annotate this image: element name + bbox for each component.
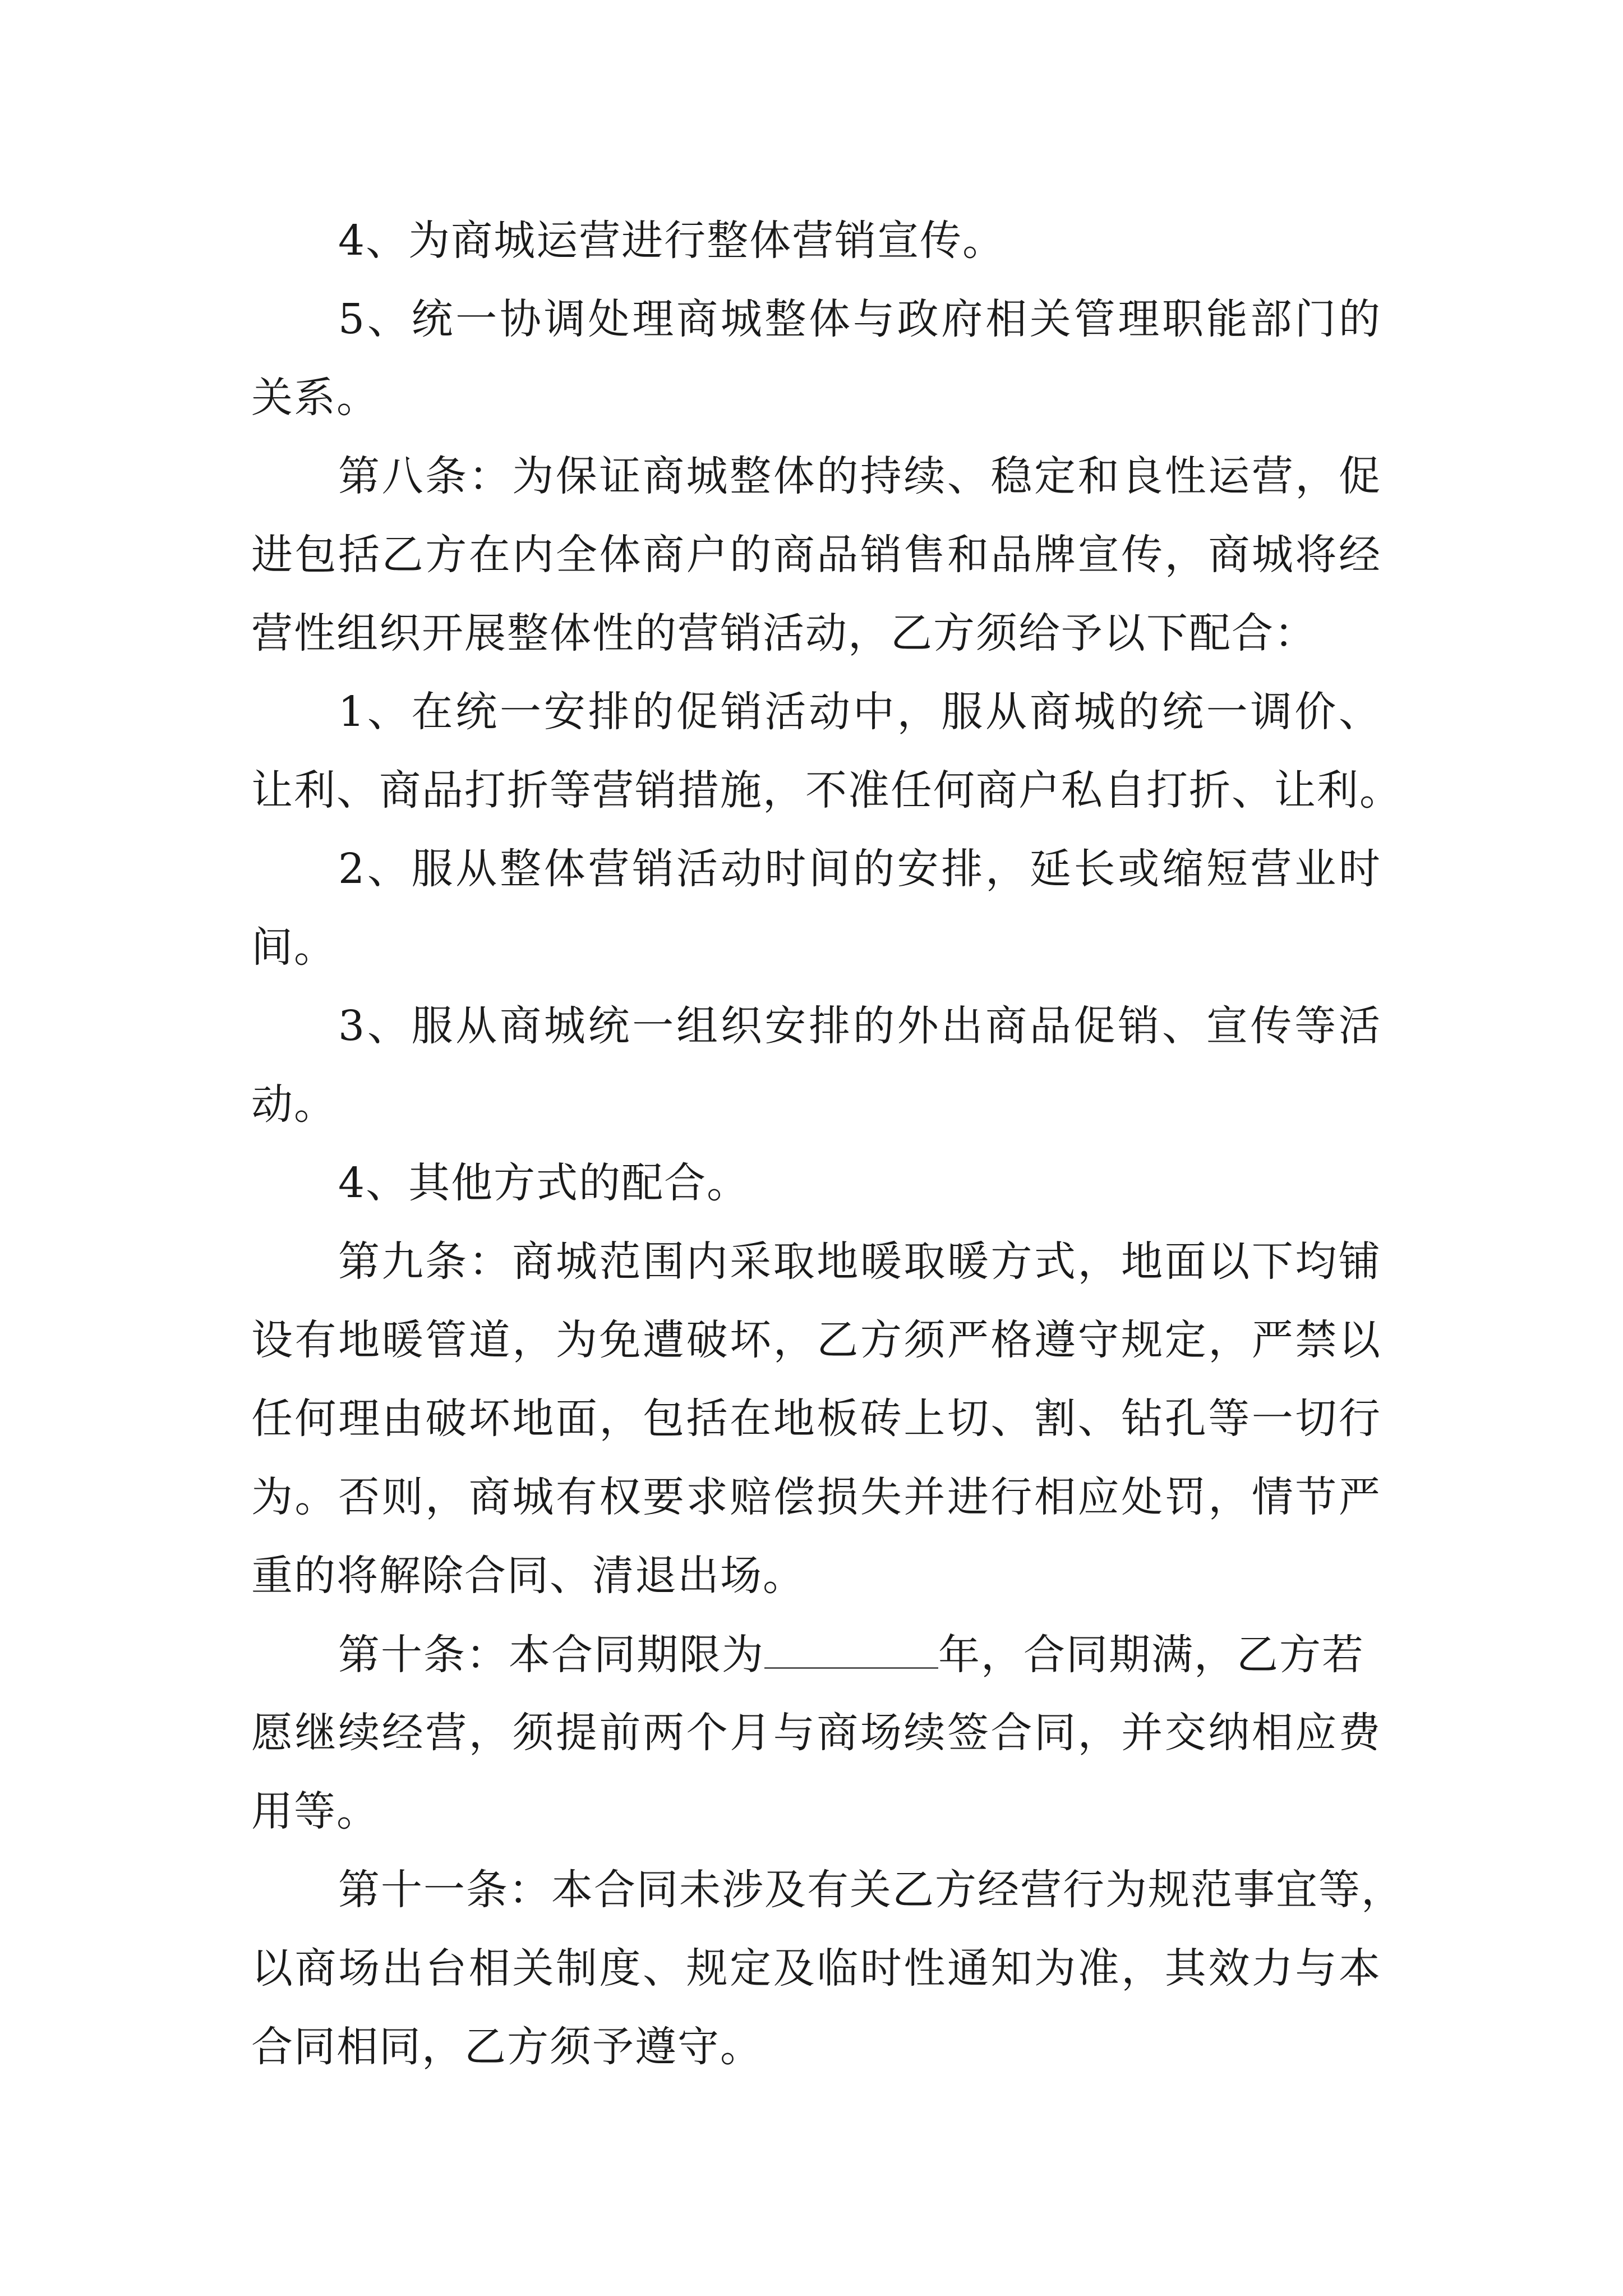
paragraph-line: 4、为商城运营进行整体营销宣传。 xyxy=(338,217,1006,265)
clause-10-prefix: 第十条：本合同期限为 xyxy=(338,1631,764,1679)
paragraph-line: 用等。 xyxy=(251,1787,379,1835)
paragraph-line: 第八条：为保证商城整体的持续、稳定和良性运营，促 xyxy=(338,452,1381,500)
paragraph-line: 1、在统一安排的促销活动中，服从商城的统一调价、 xyxy=(338,688,1381,736)
clause-10-suffix: 年，合同期满，乙方若 xyxy=(938,1631,1364,1679)
paragraph-line: 关系。 xyxy=(251,374,379,422)
paragraph-line: 3、服从商城统一组织安排的外出商品促销、宣传等活 xyxy=(338,1002,1381,1050)
paragraph-line: 任何理由破坏地面，包括在地板砖上切、割、钻孔等一切行 xyxy=(251,1395,1381,1443)
paragraph-line: 2、服从整体营销活动时间的安排，延长或缩短营业时 xyxy=(338,845,1381,893)
paragraph-line: 以商场出台相关制度、规定及临时性通知为准，其效力与本 xyxy=(251,1944,1381,1993)
paragraph-line: 合同相同，乙方须予遵守。 xyxy=(251,2023,763,2071)
paragraph-line: 愿继续经营，须提前两个月与商场续签合同，并交纳相应费 xyxy=(251,1709,1381,1757)
paragraph-line: 让利、商品打折等营销措施，不准任何商户私自打折、让利。 xyxy=(251,766,1402,815)
paragraph-line: 动。 xyxy=(251,1080,336,1129)
paragraph-line: 5、统一协调处理商城整体与政府相关管理职能部门的 xyxy=(338,295,1381,343)
paragraph-line: 4、其他方式的配合。 xyxy=(338,1159,750,1207)
paragraph-line: 设有地暖管道，为免遭破坏，乙方须严格遵守规定，严禁以 xyxy=(251,1316,1381,1364)
paragraph-line: 营性组织开展整体性的营销活动，乙方须给予以下配合： xyxy=(251,609,1317,657)
paragraph-line: 间。 xyxy=(251,923,336,972)
paragraph-line: 重的将解除合同、清退出场。 xyxy=(251,1552,805,1600)
clause-10-line xyxy=(338,1631,1364,1679)
term-years-blank xyxy=(764,1634,938,1669)
paragraph-line: 第九条：商城范围内采取地暖取暖方式，地面以下均铺 xyxy=(338,1237,1381,1286)
paragraph-line: 进包括乙方在内全体商户的商品销售和品牌宣传，商城将经 xyxy=(251,531,1381,579)
paragraph-line: 第十一条：本合同未涉及有关乙方经营行为规范事宜等， xyxy=(338,1866,1404,1914)
paragraph-line: 为。否则，商城有权要求赔偿损失并进行相应处罚，情节严 xyxy=(251,1473,1381,1521)
